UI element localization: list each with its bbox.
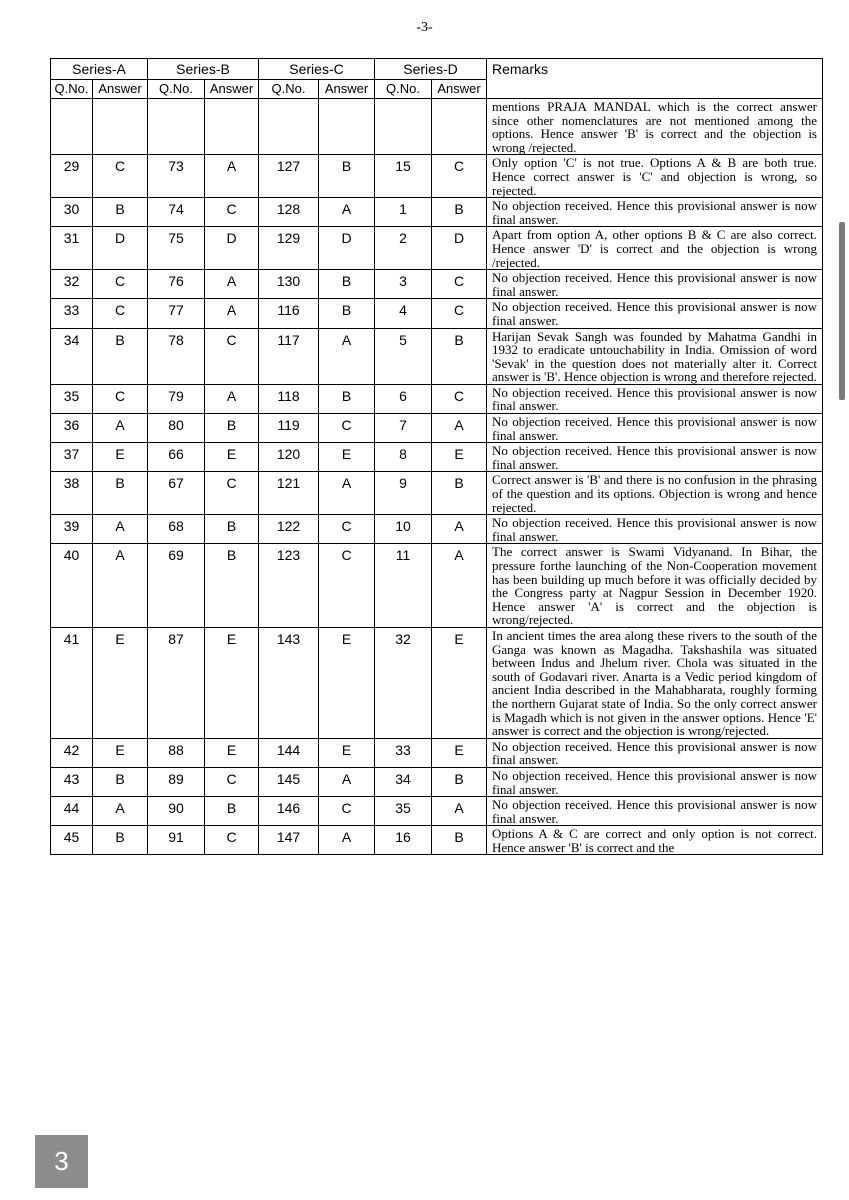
series-c-answer: A [319,472,375,515]
table-row [51,738,823,767]
series-b-qno: 75 [148,227,205,270]
series-d-answer: A [432,414,487,443]
series-a-answer: E [93,738,148,767]
series-d-qno: 10 [375,515,432,544]
series-c-answer: B [319,384,375,413]
series-a-answer: C [93,384,148,413]
series-d-qno: 15 [375,155,432,198]
series-c-answer: B [319,155,375,198]
series-a-qno: 32 [51,270,93,299]
series-b-qno: 76 [148,270,205,299]
series-c-qno [259,99,319,155]
series-d-qno: 16 [375,826,432,855]
table-row [51,155,823,198]
series-c-qno: 117 [259,328,319,384]
series-d-answer: B [432,328,487,384]
table-row [51,227,823,270]
series-a-answer: E [93,627,148,738]
answer-header: Answer [432,80,487,99]
series-b-answer: C [205,472,259,515]
series-a-answer: E [93,443,148,472]
remark-cell: Apart from option A, other options B & C are also correct. Hence answer 'D' is correct and the objection is wrong /rejected. [487,227,823,270]
series-b-answer: C [205,826,259,855]
series-a-answer: C [93,270,148,299]
series-d-header: Series-D [375,59,487,80]
series-d-qno: 11 [375,544,432,628]
series-b-qno [148,99,205,155]
answer-key-table [50,58,823,855]
series-a-answer [93,99,148,155]
series-c-answer: A [319,198,375,227]
series-a-qno: 35 [51,384,93,413]
series-a-answer: A [93,797,148,826]
series-b-qno: 78 [148,328,205,384]
series-b-answer: E [205,738,259,767]
table-row [51,299,823,328]
series-a-answer: B [93,472,148,515]
series-a-answer: C [93,299,148,328]
series-c-qno: 130 [259,270,319,299]
series-b-answer: B [205,544,259,628]
series-d-qno: 5 [375,328,432,384]
series-a-answer: A [93,544,148,628]
series-d-answer: B [432,198,487,227]
series-b-answer: A [205,155,259,198]
series-d-qno: 34 [375,767,432,796]
table-row [51,384,823,413]
series-b-qno: 69 [148,544,205,628]
remark-cell: Options A & C are correct and only option is not correct. Hence answer 'B' is correct and the [487,826,823,855]
series-c-qno: 118 [259,384,319,413]
series-a-answer: B [93,198,148,227]
series-b-answer: B [205,414,259,443]
series-a-answer: C [93,155,148,198]
series-b-answer: B [205,515,259,544]
series-d-answer: C [432,384,487,413]
series-d-answer: C [432,155,487,198]
remark-cell: No objection received. Hence this provisional answer is now final answer. [487,797,823,826]
series-d-qno: 6 [375,384,432,413]
table-row [51,826,823,855]
qno-header: Q.No. [148,80,205,99]
series-d-qno: 1 [375,198,432,227]
series-a-answer: B [93,767,148,796]
series-d-answer: B [432,767,487,796]
series-b-answer: B [205,797,259,826]
series-c-qno: 145 [259,767,319,796]
remark-cell: Only option 'C' is not true. Options A & B are both true. Hence correct answer is 'C' and objection is wrong, so rejected. [487,155,823,198]
series-c-answer: C [319,515,375,544]
series-d-answer: D [432,227,487,270]
scroll-indicator [839,222,845,400]
series-a-qno: 29 [51,155,93,198]
table-row [51,544,823,628]
series-d-answer: B [432,826,487,855]
series-c-answer: E [319,443,375,472]
series-b-qno: 89 [148,767,205,796]
series-a-answer: B [93,826,148,855]
remarks-header: Remarks [487,59,823,99]
series-c-qno: 129 [259,227,319,270]
table-row [51,328,823,384]
series-b-qno: 68 [148,515,205,544]
series-c-qno: 144 [259,738,319,767]
series-d-qno: 33 [375,738,432,767]
series-d-qno: 4 [375,299,432,328]
series-d-qno: 2 [375,227,432,270]
series-d-answer: A [432,797,487,826]
series-c-answer: C [319,544,375,628]
series-a-qno: 38 [51,472,93,515]
series-d-qno: 3 [375,270,432,299]
series-c-qno: 119 [259,414,319,443]
remark-cell: No objection received. Hence this provisional answer is now final answer. [487,767,823,796]
series-a-answer: D [93,227,148,270]
remark-cell: Correct answer is 'B' and there is no confusion in the phrasing of the question and its options. Objection is wrong and hence rejected. [487,472,823,515]
remark-cell: No objection received. Hence this provisional answer is now final answer. [487,299,823,328]
series-a-qno: 42 [51,738,93,767]
series-c-answer: B [319,299,375,328]
series-c-answer: A [319,826,375,855]
series-d-qno: 9 [375,472,432,515]
remark-cell: In ancient times the area along these rivers to the south of the Ganga was known as Magadha. Takshashila was situated between Indus and Jhelum river. Chola was situated in the south of Godavari river. Anarta is a Vedic period kingdom of ancient India described in the Mahabharata, roughly forming the northern Gujarat state of India. So the only correct answer is Magadh which is not given in the answer options. Hence 'E' answer is correct and the objection is wrong/rejected. [487,627,823,738]
series-a-qno: 30 [51,198,93,227]
series-c-answer: B [319,270,375,299]
remark-cell: No objection received. Hence this provisional answer is now final answer. [487,270,823,299]
series-c-answer: A [319,767,375,796]
series-c-answer: A [319,328,375,384]
series-d-answer: C [432,299,487,328]
series-b-qno: 77 [148,299,205,328]
series-c-qno: 143 [259,627,319,738]
series-b-qno: 73 [148,155,205,198]
series-d-qno [375,99,432,155]
page-number: -3- [416,20,433,35]
series-a-header: Series-A [51,59,148,80]
series-c-qno: 127 [259,155,319,198]
series-d-answer: A [432,515,487,544]
series-a-qno [51,99,93,155]
series-b-answer: C [205,198,259,227]
series-d-answer: E [432,627,487,738]
table-row [51,443,823,472]
series-a-answer: B [93,328,148,384]
series-a-qno: 33 [51,299,93,328]
remark-cell: No objection received. Hence this provisional answer is now final answer. [487,198,823,227]
series-a-qno: 34 [51,328,93,384]
remark-cell: No objection received. Hence this provisional answer is now final answer. [487,738,823,767]
remark-cell: No objection received. Hence this provisional answer is now final answer. [487,515,823,544]
series-c-answer [319,99,375,155]
series-b-qno: 67 [148,472,205,515]
qno-header: Q.No. [51,80,93,99]
series-d-qno: 8 [375,443,432,472]
series-b-header: Series-B [148,59,259,80]
answer-header: Answer [93,80,148,99]
series-c-answer: D [319,227,375,270]
table-row [51,414,823,443]
answer-header: Answer [319,80,375,99]
table-row [51,472,823,515]
series-b-answer: A [205,299,259,328]
series-d-answer [432,99,487,155]
series-b-answer: E [205,627,259,738]
series-a-answer: A [93,414,148,443]
series-b-answer: D [205,227,259,270]
series-c-answer: C [319,797,375,826]
table-row [51,270,823,299]
series-d-qno: 7 [375,414,432,443]
series-b-qno: 90 [148,797,205,826]
series-d-qno: 35 [375,797,432,826]
table-row [51,767,823,796]
series-b-qno: 88 [148,738,205,767]
series-b-qno: 87 [148,627,205,738]
series-b-answer: A [205,384,259,413]
series-a-qno: 40 [51,544,93,628]
page-badge: 3 [35,1135,88,1188]
series-d-answer: C [432,270,487,299]
qno-header: Q.No. [259,80,319,99]
table-row [51,797,823,826]
series-d-answer: B [432,472,487,515]
series-c-answer: E [319,738,375,767]
series-c-qno: 147 [259,826,319,855]
series-a-qno: 36 [51,414,93,443]
remark-cell: The correct answer is Swami Vidyanand. In Bihar, the pressure forthe launching of the Non-Cooperation movement has been building up much before it was officially decided by the Congress party at Nagpur Session in December 1920. Hence answer 'A' is correct and the objection is wrong/rejected. [487,544,823,628]
series-c-qno: 121 [259,472,319,515]
series-c-header: Series-C [259,59,375,80]
series-b-answer [205,99,259,155]
remark-cell: mentions PRAJA MANDAL which is the correct answer since other nomenclatures are not mentioned among the options. Hence answer 'B' is correct and the objection is wrong /rejected. [487,99,823,155]
series-d-qno: 32 [375,627,432,738]
series-c-answer: C [319,414,375,443]
series-b-qno: 66 [148,443,205,472]
series-b-answer: A [205,270,259,299]
answer-header: Answer [205,80,259,99]
series-c-answer: E [319,627,375,738]
series-a-qno: 31 [51,227,93,270]
series-b-qno: 91 [148,826,205,855]
table-row [51,198,823,227]
series-a-answer: A [93,515,148,544]
qno-header: Q.No. [375,80,432,99]
remark-cell: No objection received. Hence this provisional answer is now final answer. [487,414,823,443]
series-c-qno: 146 [259,797,319,826]
series-a-qno: 41 [51,627,93,738]
series-c-qno: 123 [259,544,319,628]
series-a-qno: 43 [51,767,93,796]
series-b-answer: E [205,443,259,472]
table-row [51,515,823,544]
series-d-answer: E [432,738,487,767]
series-c-qno: 116 [259,299,319,328]
table-row [51,627,823,738]
series-d-answer: E [432,443,487,472]
series-a-qno: 44 [51,797,93,826]
remark-cell: No objection received. Hence this provisional answer is now final answer. [487,443,823,472]
series-b-qno: 74 [148,198,205,227]
series-d-answer: A [432,544,487,628]
remark-cell: No objection received. Hence this provisional answer is now final answer. [487,384,823,413]
series-c-qno: 122 [259,515,319,544]
series-a-qno: 45 [51,826,93,855]
series-a-qno: 39 [51,515,93,544]
series-b-qno: 80 [148,414,205,443]
series-b-qno: 79 [148,384,205,413]
series-c-qno: 128 [259,198,319,227]
series-b-answer: C [205,328,259,384]
series-c-qno: 120 [259,443,319,472]
remark-cell: Harijan Sevak Sangh was founded by Mahatma Gandhi in 1932 to eradicate untouchability in India. Omission of word 'Sevak' in the question does not materially alter it. Correct answer is 'B'. Hence objection is wrong and therefore rejected. [487,328,823,384]
series-b-answer: C [205,767,259,796]
table-row [51,99,823,155]
series-a-qno: 37 [51,443,93,472]
